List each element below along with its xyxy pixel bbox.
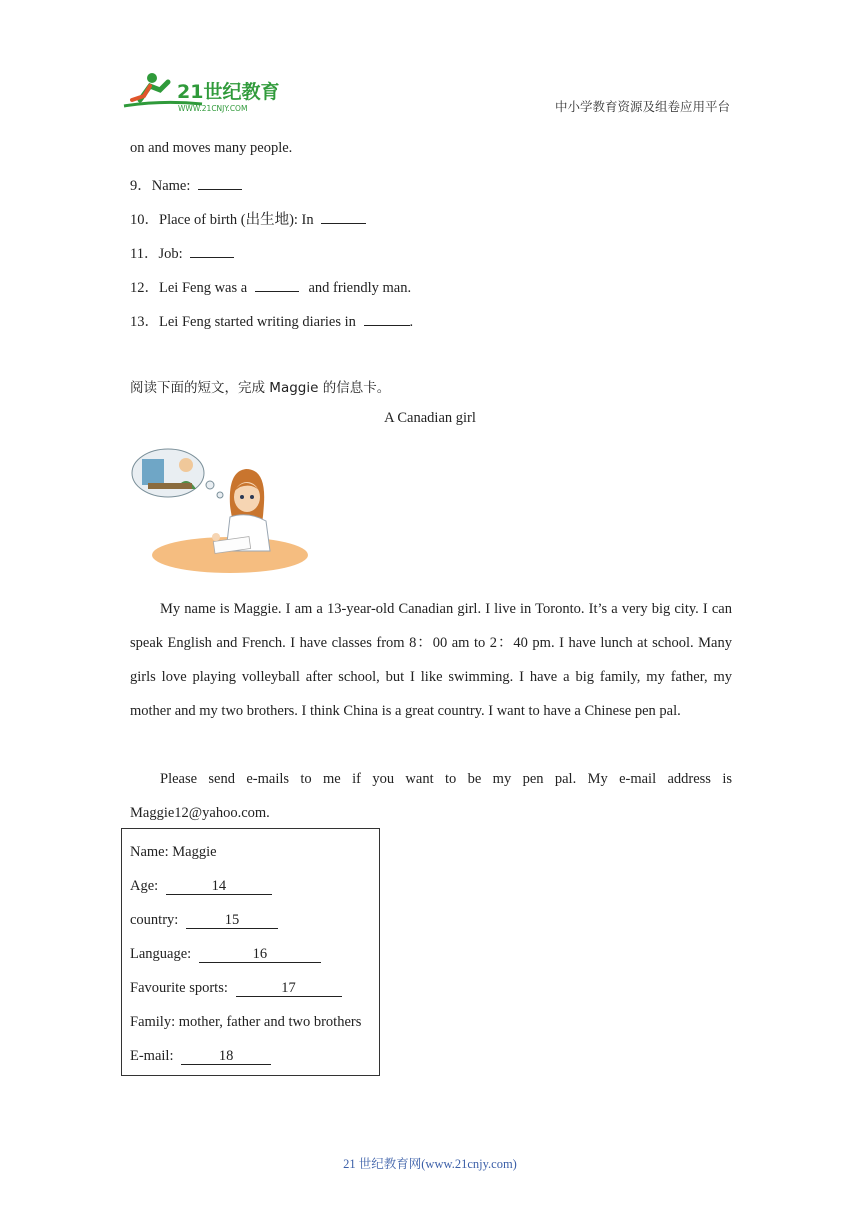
info-card bbox=[121, 828, 380, 1076]
card-language-row bbox=[130, 946, 321, 963]
question-9 bbox=[130, 174, 242, 195]
card-country-label: country: bbox=[130, 912, 179, 928]
question-10 bbox=[130, 208, 366, 229]
question-12-tail: and friendly man. bbox=[308, 280, 412, 296]
passage-title: A Canadian girl bbox=[384, 410, 476, 426]
passage-paragraph-1: My name is Maggie. I am a 13-year-old Canadian girl. I live in Toronto. It’s a very big city. I can speak English and French. I have classes from 8：00 am to 2：40 pm. I have lunch at school. Many girls love playing volleyball after school, but I like swimming. I have a big family, my father, my mother and my two brothers. I think China is a great country. I want to have a Chinese pen pal. bbox=[130, 601, 732, 719]
card-country-row bbox=[130, 912, 278, 929]
card-sports-blank: 17 bbox=[236, 980, 342, 997]
logo-url: WWW.21CNJY.COM bbox=[178, 104, 248, 113]
question-11-label: 11．Job: bbox=[130, 246, 183, 262]
card-age-blank: 14 bbox=[166, 878, 272, 895]
answer-blank-9 bbox=[198, 175, 242, 190]
card-email-blank: 18 bbox=[181, 1048, 271, 1065]
girl-thinking-illustration bbox=[130, 445, 310, 575]
card-email-label: E-mail: bbox=[130, 1048, 174, 1064]
card-email-row bbox=[130, 1048, 271, 1065]
card-sports-label: Favourite sports: bbox=[130, 980, 228, 996]
card-family-row: Family: mother, father and two brothers bbox=[130, 1014, 362, 1030]
answer-blank-11 bbox=[190, 243, 234, 258]
carry-over-text: on and moves many people. bbox=[130, 140, 293, 156]
card-country-blank: 15 bbox=[186, 912, 278, 929]
answer-blank-10 bbox=[321, 209, 366, 224]
question-12 bbox=[130, 276, 411, 297]
card-age-row bbox=[130, 878, 272, 895]
card-name-row: Name: Maggie bbox=[130, 844, 217, 860]
question-13-label: 13．Lei Feng started writing diaries in bbox=[130, 314, 356, 330]
answer-blank-13 bbox=[364, 311, 410, 326]
question-9-label: 9．Name: bbox=[130, 178, 191, 194]
question-12-label: 12．Lei Feng was a bbox=[130, 280, 248, 296]
question-10-label: 10．Place of birth (出生地): In bbox=[130, 212, 314, 228]
card-age-label: Age: bbox=[130, 878, 159, 894]
card-language-blank: 16 bbox=[199, 946, 321, 963]
site-logo bbox=[122, 70, 292, 114]
answer-blank-12 bbox=[255, 277, 299, 292]
logo-text: 21世纪教育 bbox=[177, 81, 280, 103]
page-footer: 21 世纪教育网(www.21cnjy.com) bbox=[343, 1157, 517, 1171]
site-tagline: 中小学教育资源及组卷应用平台 bbox=[554, 99, 730, 114]
question-11 bbox=[130, 242, 234, 263]
card-sports-row bbox=[130, 980, 342, 997]
question-13 bbox=[130, 310, 413, 331]
question-13-period: . bbox=[409, 314, 414, 330]
reading-instruction: 阅读下面的短文，完成 Maggie 的信息卡。 bbox=[130, 380, 391, 396]
card-language-label: Language: bbox=[130, 946, 192, 962]
passage-paragraph-2: Please send e-mails to me if you want to be my pen pal. My e-mail address is Maggie12@yahoo.com. bbox=[130, 771, 732, 821]
